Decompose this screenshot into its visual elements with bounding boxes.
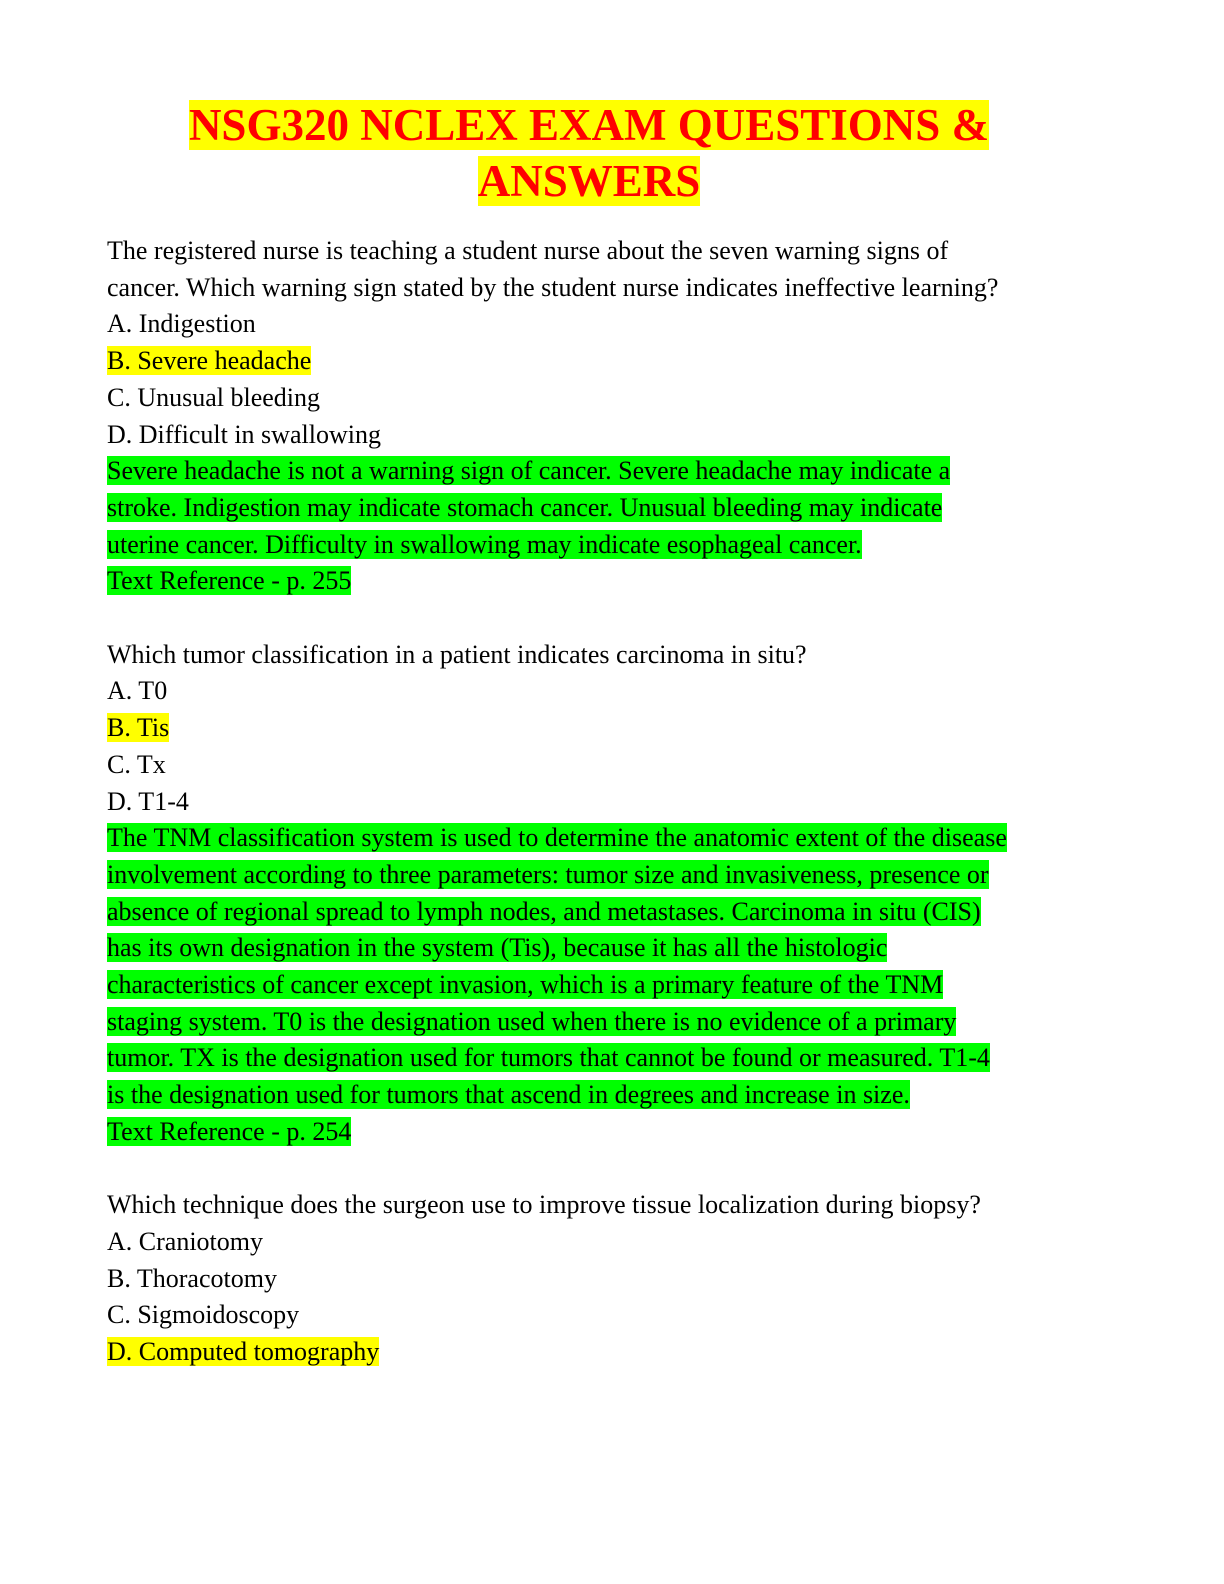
answer-option-b-correct: B. Tis [107,713,170,743]
question-stem-line: The registered nurse is teaching a student nurse about the seven warning signs of [107,236,949,265]
paragraph-gap [107,600,1107,637]
answer-option-c: C. Tx [107,749,166,779]
question-stem-line: Which tumor classification in a patient indicates carcinoma in situ? [107,639,807,669]
page-title [0,97,1178,209]
rationale-line: is the designation used for tumors that ascend in degrees and increase in size. [107,1080,910,1110]
rationale-line: The TNM classification system is used to determine the anatomic extent of the disease [107,823,1007,853]
paragraph-gap [107,1151,1107,1188]
title-line-2: ANSWERS [477,156,701,206]
question-block-2 [107,637,1107,1151]
answer-option-d: D. T1-4 [107,786,189,816]
rationale-line: staging system. T0 is the designation used when there is no evidence of a primary [107,1006,957,1036]
answer-option-a: A. Craniotomy [107,1226,263,1256]
question-stem-line: cancer. Which warning sign stated by the student nurse indicates ineffective learning? [107,272,999,302]
rationale-line: absence of regional spread to lymph nodes, and metastases. Carcinoma in situ (CIS) [107,896,981,926]
answer-option-d: D. Difficult in swallowing [107,419,381,449]
answer-option-c: C. Unusual bleeding [107,382,321,412]
answer-option-c: C. Sigmoidoscopy [107,1300,300,1330]
text-reference: Text Reference - p. 254 [107,1116,352,1146]
rationale-line: tumor. TX is the designation used for tumors that cannot be found or measured. T1-4 [107,1043,990,1073]
question-block-3 [107,1187,1107,1371]
rationale-line: characteristics of cancer except invasion, which is a primary feature of the TNM [107,970,944,1000]
answer-option-d-correct: D. Computed tomography [107,1337,380,1367]
rationale-line: has its own designation in the system (Tis), because it has all the histologic [107,933,888,963]
answer-option-b: B. Thoracotomy [107,1263,277,1293]
answer-option-a: A. T0 [107,676,168,706]
rationale-line: Severe headache is not a warning sign of cancer. Severe headache may indicate a [107,456,951,486]
rationale-line: stroke. Indigestion may indicate stomach cancer. Unusual bleeding may indicate [107,492,943,522]
text-reference: Text Reference - p. 255 [107,566,352,596]
document-body [107,233,1107,1371]
question-block-1 [107,233,1107,600]
rationale-line: involvement according to three parameters: tumor size and invasiveness, presence or [107,859,989,889]
answer-option-a: A. Indigestion [107,309,256,339]
question-stem-line: Which technique does the surgeon use to improve tissue localization during biopsy? [107,1190,981,1220]
answer-option-b-correct: B. Severe headache [107,346,312,376]
title-line-1: NSG320 NCLEX EXAM QUESTIONS & [188,100,990,150]
rationale-line: uterine cancer. Difficulty in swallowing may indicate esophageal cancer. [107,529,862,559]
